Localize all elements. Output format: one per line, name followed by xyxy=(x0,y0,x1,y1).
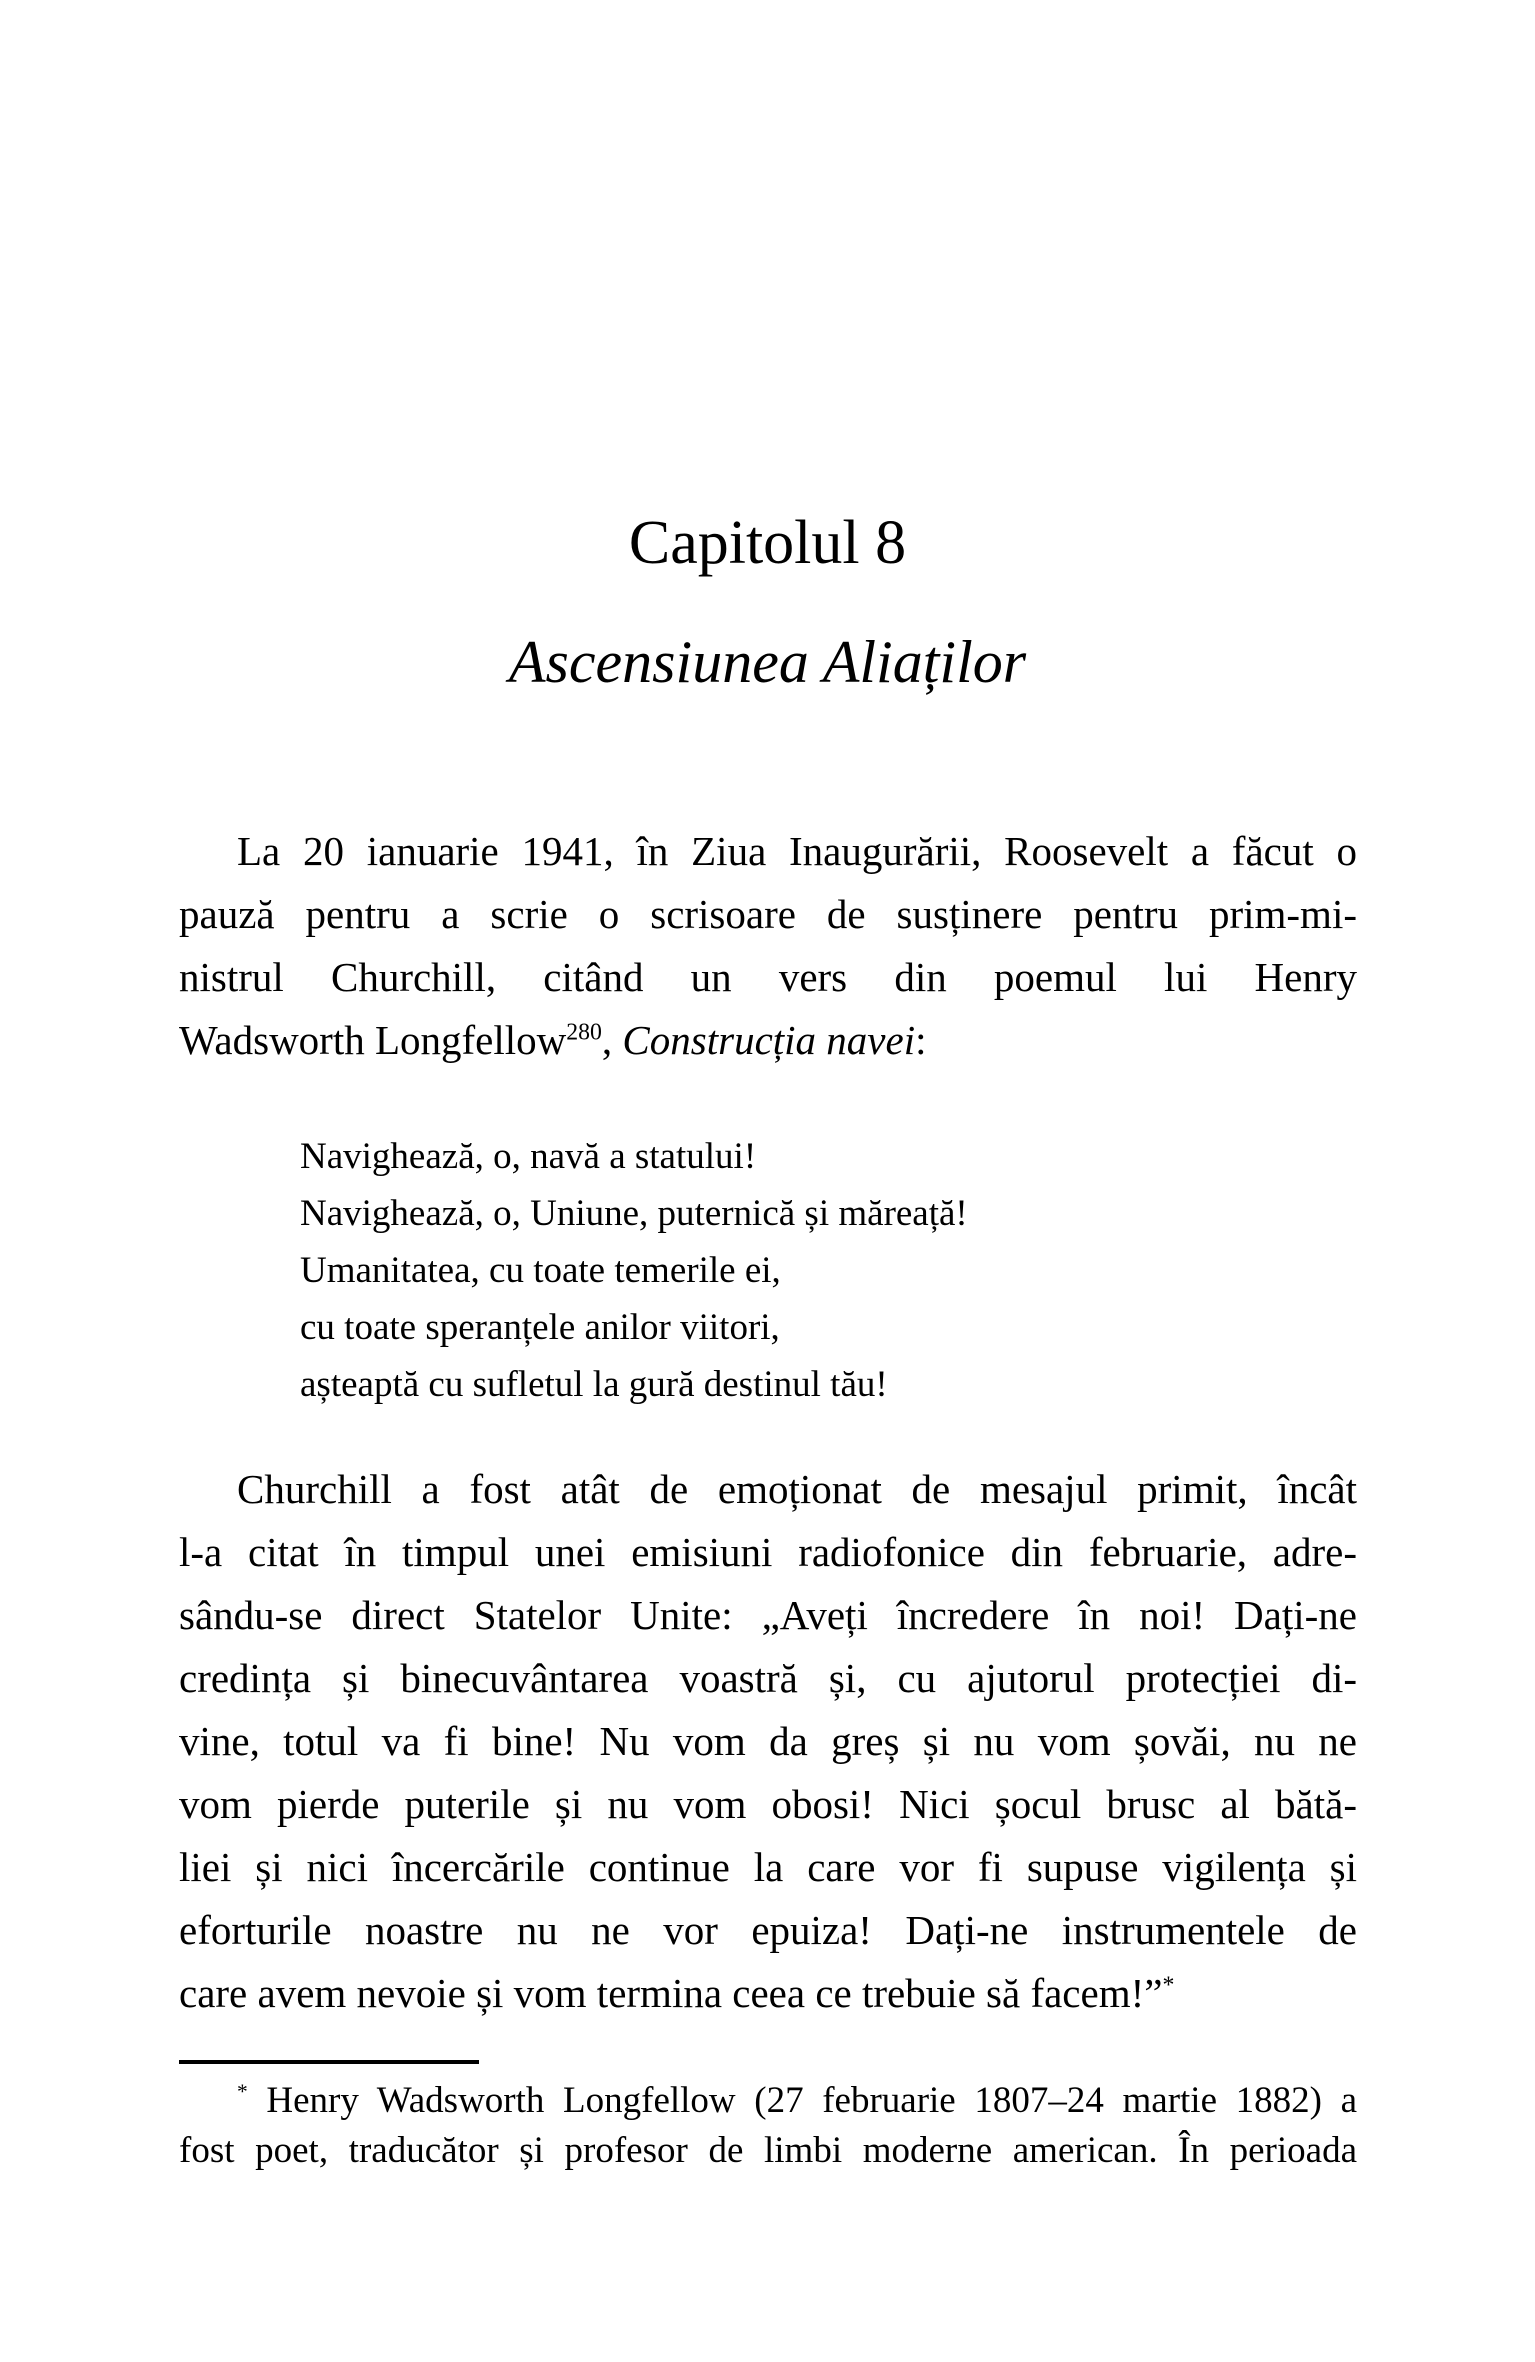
text-segment: eforturile noastre nu ne vor epuiza! Dați-ne instrumentele de xyxy=(179,1907,1357,1953)
text-segment: vine, totul va fi bine! Nu vom da greș și nu vom șovăi, nu ne xyxy=(179,1718,1357,1764)
text-line xyxy=(179,1773,1357,1836)
superscript-marker: 280 xyxy=(566,1019,602,1046)
text-line xyxy=(179,1584,1357,1647)
text-line xyxy=(179,1521,1357,1584)
text-segment: fost poet, traducător și profesor de limbi moderne american. În perioada xyxy=(179,2130,1357,2171)
text-segment: nistrul Churchill, citând un vers din poemul lui Henry xyxy=(179,954,1357,1000)
text-line xyxy=(179,1647,1357,1710)
text-line xyxy=(300,1242,1250,1299)
superscript-marker: * xyxy=(237,2079,248,2104)
text-line xyxy=(179,2076,1357,2126)
chapter-number: Capitolul 8 xyxy=(628,509,907,577)
paragraph-1 xyxy=(179,820,1357,1072)
text-line xyxy=(179,1009,1357,1072)
text-segment: Navighează, o, navă a statului! xyxy=(300,1136,757,1177)
text-segment: , xyxy=(601,1017,623,1063)
text-line xyxy=(300,1128,1250,1185)
poem-quote xyxy=(300,1128,1250,1413)
text-segment: vom pierde puterile și nu vom obosi! Nici șocul brusc al bătă- xyxy=(179,1781,1357,1827)
text-line xyxy=(179,2126,1357,2176)
footnote-separator xyxy=(179,2060,479,2064)
text-line xyxy=(179,1836,1357,1899)
text-line xyxy=(179,1710,1357,1773)
text-line xyxy=(179,1899,1357,1962)
italic-text: Construcția navei xyxy=(622,1017,916,1063)
footnote xyxy=(179,2076,1357,2176)
text-segment: credința și binecuvântarea voastră și, cu ajutorul protecției di- xyxy=(179,1655,1357,1701)
text-segment: Wadsworth Longfellow xyxy=(179,1017,567,1063)
text-line xyxy=(179,1458,1357,1521)
text-line xyxy=(179,883,1357,946)
text-line xyxy=(300,1185,1250,1242)
text-segment: : xyxy=(915,1017,927,1063)
text-line xyxy=(179,820,1357,883)
text-segment: cu toate speranțele anilor viitori, xyxy=(300,1307,780,1348)
paragraph-2 xyxy=(179,1458,1357,2025)
text-segment: Umanitatea, cu toate temerile ei, xyxy=(300,1250,781,1291)
chapter-title: Ascensiunea Aliaților xyxy=(508,629,1027,695)
text-segment: Churchill a fost atât de emoționat de mesajul primit, încât xyxy=(237,1466,1357,1512)
text-line xyxy=(179,1962,1357,2025)
text-segment: așteaptă cu sufletul la gură destinul tău! xyxy=(300,1364,888,1405)
text-segment: care avem nevoie și vom termina ceea ce trebuie să facem!” xyxy=(179,1970,1163,2016)
text-segment: Henry Wadsworth Longfellow (27 februarie 1807–24 martie 1882) a xyxy=(247,2080,1357,2121)
text-segment: Navighează, o, Uniune, puternică și măreață! xyxy=(300,1193,968,1234)
text-line xyxy=(300,1356,1250,1413)
text-segment: l-a citat în timpul unei emisiuni radiofonice din februarie, adre- xyxy=(179,1529,1357,1575)
text-segment: La 20 ianuarie 1941, în Ziua Inaugurării, Roosevelt a făcut o xyxy=(237,828,1357,874)
superscript-marker: * xyxy=(1162,1972,1175,1999)
text-line xyxy=(300,1299,1250,1356)
text-segment: pauză pentru a scrie o scrisoare de susținere pentru prim-mi- xyxy=(179,891,1357,937)
text-segment: liei și nici încercările continue la care vor fi supuse vigilența și xyxy=(179,1844,1357,1890)
text-segment: sându-se direct Statelor Unite: „Aveți încredere în noi! Dați-ne xyxy=(179,1592,1357,1638)
text-line xyxy=(179,946,1357,1009)
